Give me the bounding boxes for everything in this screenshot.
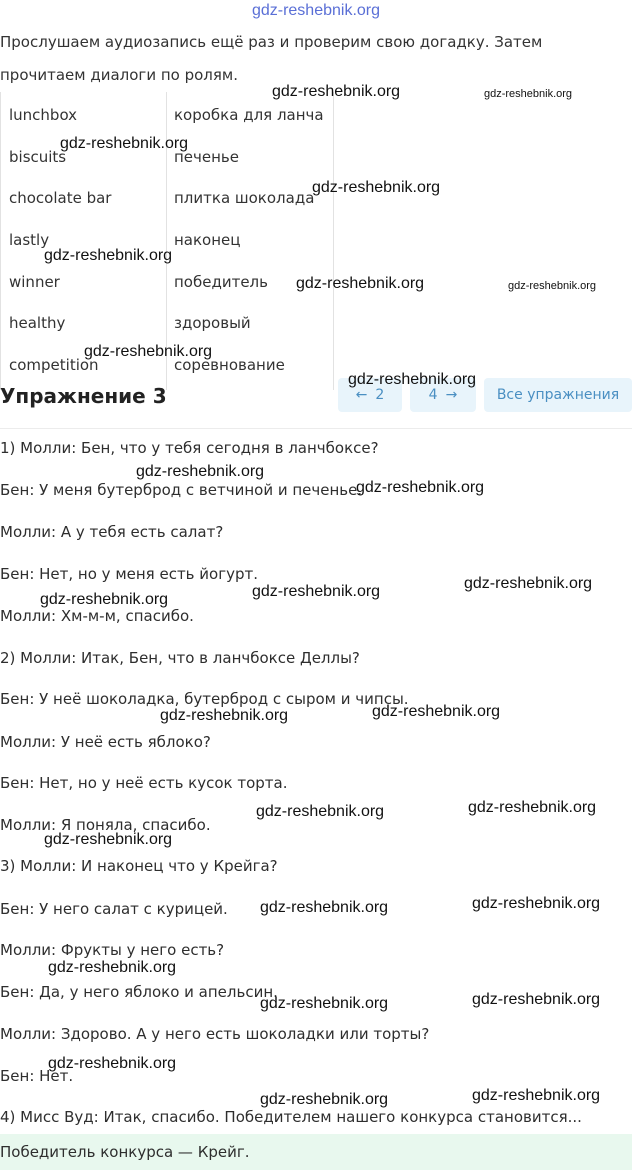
- vocab-ru: здоровый: [174, 314, 251, 332]
- watermark: gdz-reshebnik.org: [60, 135, 189, 152]
- dialogue-line: Бен: У него салат с курицей.: [0, 900, 228, 918]
- vocab-en: healthy: [9, 314, 66, 332]
- intro-line-1: Прослушаем аудиозапись ещё раз и проверим свою догадку. Затем: [0, 33, 543, 51]
- all-exercises-label: Все упражнения: [496, 387, 620, 403]
- watermark: gdz-reshebnik.org: [472, 991, 601, 1008]
- dialogue-line: Молли: Фрукты у него есть?: [0, 941, 225, 959]
- dialogue-line: Бен: У меня бутерброд с ветчиной и печенье.: [0, 481, 363, 499]
- answer-text: Победитель конкурса — Крейг.: [0, 1143, 250, 1161]
- dialogue-line: 4) Мисс Вуд: Итак, спасибо. Победителем нашего конкурса становится...: [0, 1108, 582, 1126]
- dialogue-line: Молли: Здорово. А у него есть шоколадки или торты?: [0, 1025, 430, 1043]
- watermark: gdz-reshebnik.org: [40, 591, 169, 608]
- watermark: gdz-reshebnik.org: [48, 1055, 177, 1072]
- vocab-ru: печенье: [174, 148, 240, 166]
- dialogue-line: Бен: Нет.: [0, 1067, 74, 1085]
- vocab-ru: соревнование: [174, 356, 285, 374]
- dialogue-line: 2) Молли: Итак, Бен, что в ланчбоксе Деллы?: [0, 649, 360, 667]
- vocab-ru: победитель: [174, 273, 268, 291]
- watermark: gdz-reshebnik.org: [356, 479, 485, 496]
- vocab-ru: наконец: [174, 231, 241, 249]
- watermark: gdz-reshebnik.org: [252, 583, 381, 600]
- dialogue-line: 1) Молли: Бен, что у тебя сегодня в ланчбоксе?: [0, 439, 379, 457]
- prev-exercise-label: 2: [375, 387, 385, 403]
- dialogue-line: Бен: Да, у него яблоко и апельсин.: [0, 983, 278, 1001]
- watermark: gdz-reshebnik.org: [48, 959, 177, 976]
- site-title[interactable]: gdz-reshebnik.org: [251, 2, 381, 19]
- dialogue-line: 3) Молли: И наконец что у Крейга?: [0, 857, 278, 875]
- all-exercises-button[interactable]: [484, 378, 632, 412]
- vocab-ru: коробка для ланча: [174, 106, 324, 124]
- dialogue-line: Бен: У неё шоколадка, бутерброд с сыром и чипсы.: [0, 690, 409, 708]
- watermark: gdz-reshebnik.org: [348, 371, 477, 388]
- answer-box: [0, 1134, 632, 1170]
- watermark: gdz-reshebnik.org: [260, 899, 389, 916]
- divider: [0, 428, 632, 429]
- vocab-en: chocolate bar: [9, 189, 112, 207]
- watermark: gdz-reshebnik.org: [484, 88, 573, 100]
- watermark: gdz-reshebnik.org: [136, 463, 265, 480]
- watermark: gdz-reshebnik.org: [508, 280, 597, 292]
- watermark: gdz-reshebnik.org: [272, 83, 401, 100]
- next-exercise-label: 4: [428, 387, 438, 403]
- vocab-en: lastly: [9, 231, 50, 249]
- vocab-en: winner: [9, 273, 60, 291]
- vocab-ru: плитка шоколада: [174, 189, 315, 207]
- watermark: gdz-reshebnik.org: [160, 707, 289, 724]
- watermark: gdz-reshebnik.org: [256, 803, 385, 820]
- arrow-left-icon: ←: [355, 387, 368, 403]
- watermark: gdz-reshebnik.org: [312, 179, 441, 196]
- dialogue-line: Бен: Нет, но у неё есть кусок торта.: [0, 774, 288, 792]
- watermark: gdz-reshebnik.org: [44, 831, 173, 848]
- vocab-en: biscuits: [9, 148, 67, 166]
- dialogue-line: Молли: Хм-м-м, спасибо.: [0, 607, 194, 625]
- watermark: gdz-reshebnik.org: [44, 247, 173, 264]
- watermark: gdz-reshebnik.org: [468, 799, 597, 816]
- arrow-right-icon: →: [445, 387, 458, 403]
- watermark: gdz-reshebnik.org: [84, 343, 213, 360]
- watermark: gdz-reshebnik.org: [472, 895, 601, 912]
- watermark: gdz-reshebnik.org: [260, 995, 389, 1012]
- dialogue-line: Молли: Я поняла, спасибо.: [0, 816, 211, 834]
- dialogue-line: Бен: Нет, но у меня есть йогурт.: [0, 565, 259, 583]
- watermark: gdz-reshebnik.org: [260, 1091, 389, 1108]
- dialogue-line: Молли: У неё есть яблоко?: [0, 733, 211, 751]
- vocab-en: competition: [9, 356, 99, 374]
- intro-line-2: прочитаем диалоги по ролям.: [0, 66, 238, 84]
- vocab-en: lunchbox: [9, 106, 78, 124]
- watermark: gdz-reshebnik.org: [296, 275, 425, 292]
- watermark: gdz-reshebnik.org: [472, 1087, 601, 1104]
- exercise-title: Упражнение 3: [0, 384, 167, 408]
- dialogue-line: Молли: А у тебя есть салат?: [0, 523, 224, 541]
- watermark: gdz-reshebnik.org: [372, 703, 501, 720]
- watermark: gdz-reshebnik.org: [464, 575, 593, 592]
